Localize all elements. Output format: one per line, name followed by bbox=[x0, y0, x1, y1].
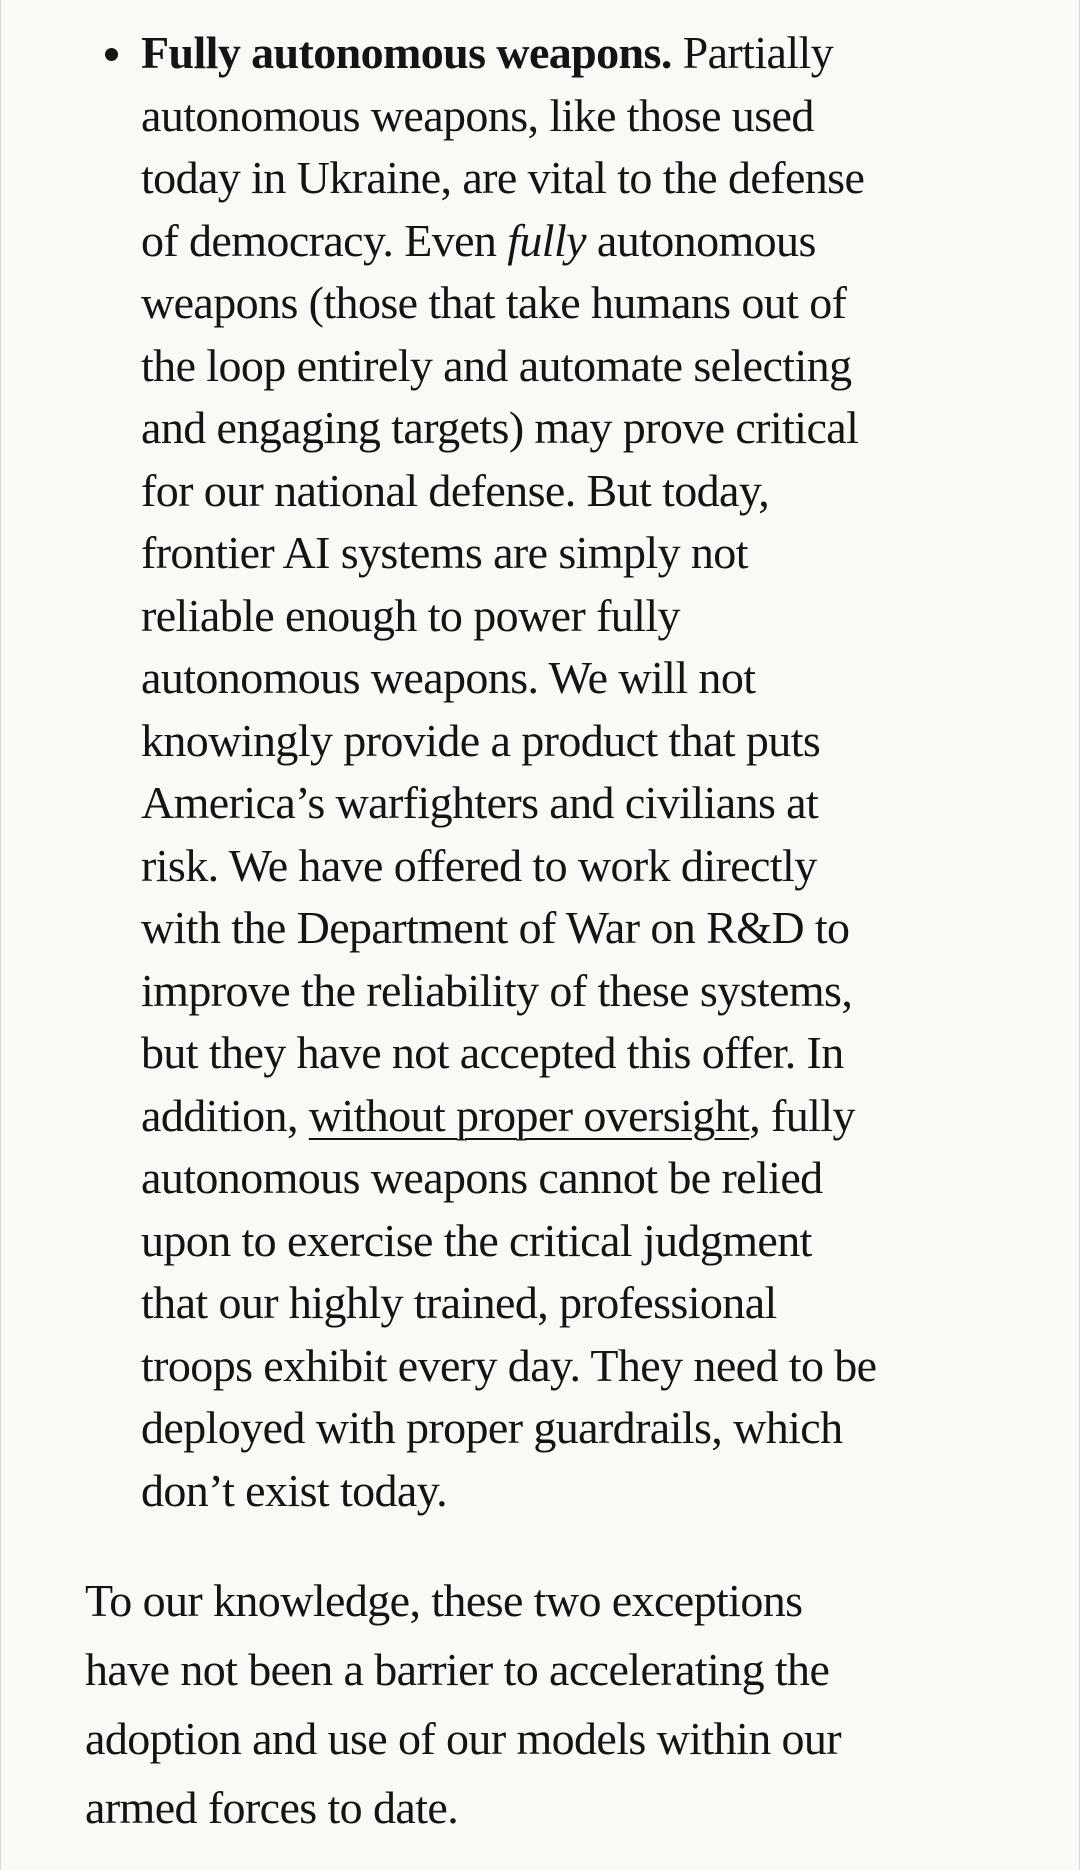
emphasis-fully: fully bbox=[507, 214, 586, 266]
bullet-line: reliable enough to power fully bbox=[141, 589, 680, 641]
bullet-line: autonomous weapons, like those used bbox=[141, 89, 814, 141]
oversight-link[interactable]: without proper oversight bbox=[308, 1089, 750, 1141]
bullet-list bbox=[101, 22, 1001, 1522]
bullet-line: and engaging targets) may prove critical bbox=[141, 402, 859, 453]
bullet-line: but they have not accepted this offer. In bbox=[141, 1027, 844, 1078]
bullet-dot-icon bbox=[105, 48, 118, 61]
closing-paragraph bbox=[85, 1566, 1015, 1842]
bullet-line: weapons (those that take humans out of bbox=[141, 277, 847, 328]
bullet-line: improve the reliability of these systems, bbox=[141, 964, 853, 1016]
bullet-line: autonomous weapons. We will not bbox=[141, 652, 756, 703]
bullet-line: frontier AI systems are simply not bbox=[141, 527, 748, 578]
text-span: autonomous bbox=[585, 214, 816, 266]
text-span: , fully bbox=[749, 1089, 855, 1141]
bullet-line: risk. We have offered to work directly bbox=[141, 839, 817, 891]
bullet-line: troops exhibit every day. They need to be bbox=[141, 1339, 877, 1391]
text-span: Partially bbox=[671, 27, 834, 78]
bullet-lead: Fully autonomous weapons. bbox=[141, 27, 672, 78]
article-body bbox=[1, 0, 1080, 1870]
bullet-line bbox=[141, 22, 1001, 85]
bullet-item-autonomous-weapons bbox=[101, 22, 1001, 1522]
paragraph-line: adoption and use of our models within our bbox=[85, 1713, 842, 1764]
bullet-line: for our national defense. But today, bbox=[141, 464, 770, 516]
bullet-line bbox=[141, 1085, 1001, 1148]
paragraph-line: To our knowledge, these two exceptions bbox=[85, 1575, 803, 1626]
bullet-line: today in Ukraine, are vital to the defense bbox=[141, 152, 865, 203]
bullet-line: upon to exercise the critical judgment bbox=[141, 1214, 812, 1266]
text-span: addition, bbox=[141, 1089, 309, 1141]
bullet-line: knowingly provide a product that puts bbox=[141, 714, 821, 766]
bullet-line: that our highly trained, professional bbox=[141, 1277, 777, 1328]
bullet-line: the loop entirely and automate selecting bbox=[141, 339, 852, 391]
paragraph-line: have not been a barrier to accelerating the bbox=[85, 1644, 830, 1695]
text-span: of democracy. Even bbox=[141, 214, 508, 266]
bullet-line: America’s warfighters and civilians at bbox=[141, 777, 819, 828]
bullet-line: don’t exist today. bbox=[141, 1464, 448, 1516]
bullet-line bbox=[141, 210, 1001, 273]
bullet-line: with the Department of War on R&D to bbox=[141, 902, 850, 953]
paragraph-line: armed forces to date. bbox=[85, 1782, 459, 1833]
bullet-line: deployed with proper guardrails, which bbox=[141, 1402, 843, 1453]
bullet-line: autonomous weapons cannot be relied bbox=[141, 1152, 823, 1203]
